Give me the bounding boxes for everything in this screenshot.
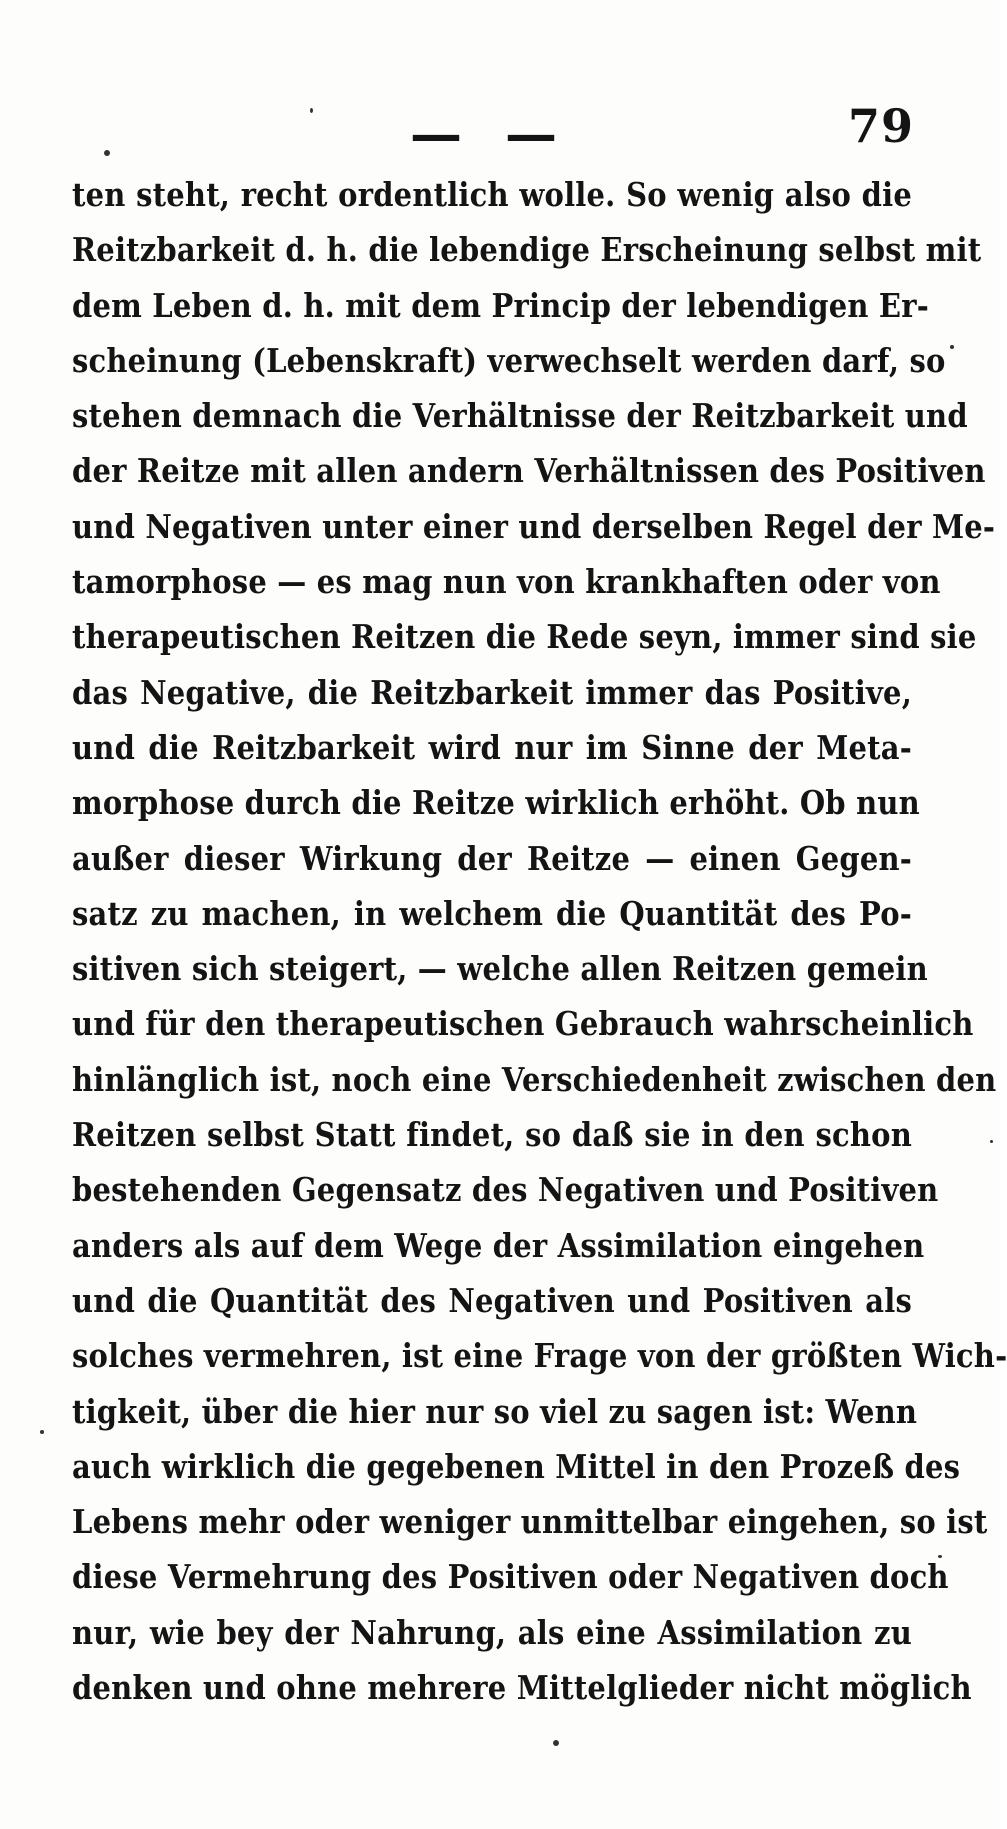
scan-speck [104, 150, 110, 156]
text-line: hinlänglich ist, noch eine Verschiedenheit zwischen den [72, 1060, 997, 1099]
text-line: diese Vermehrung des Positiven oder Negativen doch [72, 1558, 949, 1597]
text-line: und Negativen unter einer und derselben Regel der Me- [72, 507, 996, 546]
text-line: nur, wie bey der Nahrung, als eine Assimilation zu [72, 1613, 912, 1652]
text-line: therapeutischen Reitzen die Rede seyn, immer sind sie [72, 618, 977, 657]
text-line: stehen demnach die Verhältnisse der Reitzbarkeit und [72, 397, 968, 436]
text-line: Reitzen selbst Statt findet, so daß sie in den schon [72, 1115, 912, 1155]
header-dash-right: — [505, 104, 557, 165]
text-line: solches vermehren, ist eine Frage von der größten Wich- [72, 1337, 1007, 1376]
scan-speck [990, 1140, 993, 1143]
text-line: Lebens mehr oder weniger unmittelbar eingehen, so ist [72, 1503, 988, 1542]
text-line: Reitzbarkeit d. h. die lebendige Erscheinung selbst mit [72, 231, 982, 270]
scan-speck [950, 345, 954, 349]
text-line: dem Leben d. h. mit dem Princip der lebendigen Er- [72, 286, 929, 325]
text-line: auch wirklich die gegebenen Mittel in den Prozeß des [72, 1447, 961, 1486]
scan-speck [938, 1555, 942, 1558]
text-line: denken und ohne mehrere Mittelglieder nicht möglich [72, 1668, 972, 1707]
scan-speck [40, 1430, 44, 1434]
text-line: morphose durch die Reitze wirklich erhöht. Ob nun [72, 784, 920, 823]
running-header [0, 96, 1000, 165]
text-line: das Negative, die Reitzbarkeit immer das Positive, [72, 673, 912, 712]
scan-speck [553, 1740, 559, 1746]
text-line: und für den therapeutischen Gebrauch wahrscheinlich [72, 1005, 974, 1044]
body-text [72, 168, 1007, 1716]
text-line: scheinung (Lebenskraft) verwechselt werden darf, so [72, 341, 946, 380]
text-line: ten steht, recht ordentlich wolle. So wenig also die [72, 175, 912, 214]
scan-speck [310, 108, 313, 113]
header-dash-left: — [410, 104, 462, 165]
text-line: sitiven sich steigert, — welche allen Reitzen gemein [72, 950, 928, 989]
text-line: bestehenden Gegensatz des Negativen und Positiven [72, 1171, 939, 1210]
text-line: satz zu machen, in welchem die Quantität des Po- [72, 894, 912, 933]
text-line: tamorphose — es mag nun von krankhaften oder von [72, 562, 941, 602]
text-line: anders als auf dem Wege der Assimilation eingehen [72, 1226, 925, 1265]
text-line: außer dieser Wirkung der Reitze — einen Gegen- [72, 839, 912, 878]
text-line: der Reitze mit allen andern Verhältnissen des Positiven [72, 452, 986, 491]
page-number: 79 [848, 99, 915, 153]
text-line: tigkeit, über die hier nur so viel zu sagen ist: Wenn [72, 1392, 918, 1431]
text-line: und die Quantität des Negativen und Positiven als [72, 1281, 912, 1320]
text-line: und die Reitzbarkeit wird nur im Sinne der Meta- [72, 728, 912, 767]
